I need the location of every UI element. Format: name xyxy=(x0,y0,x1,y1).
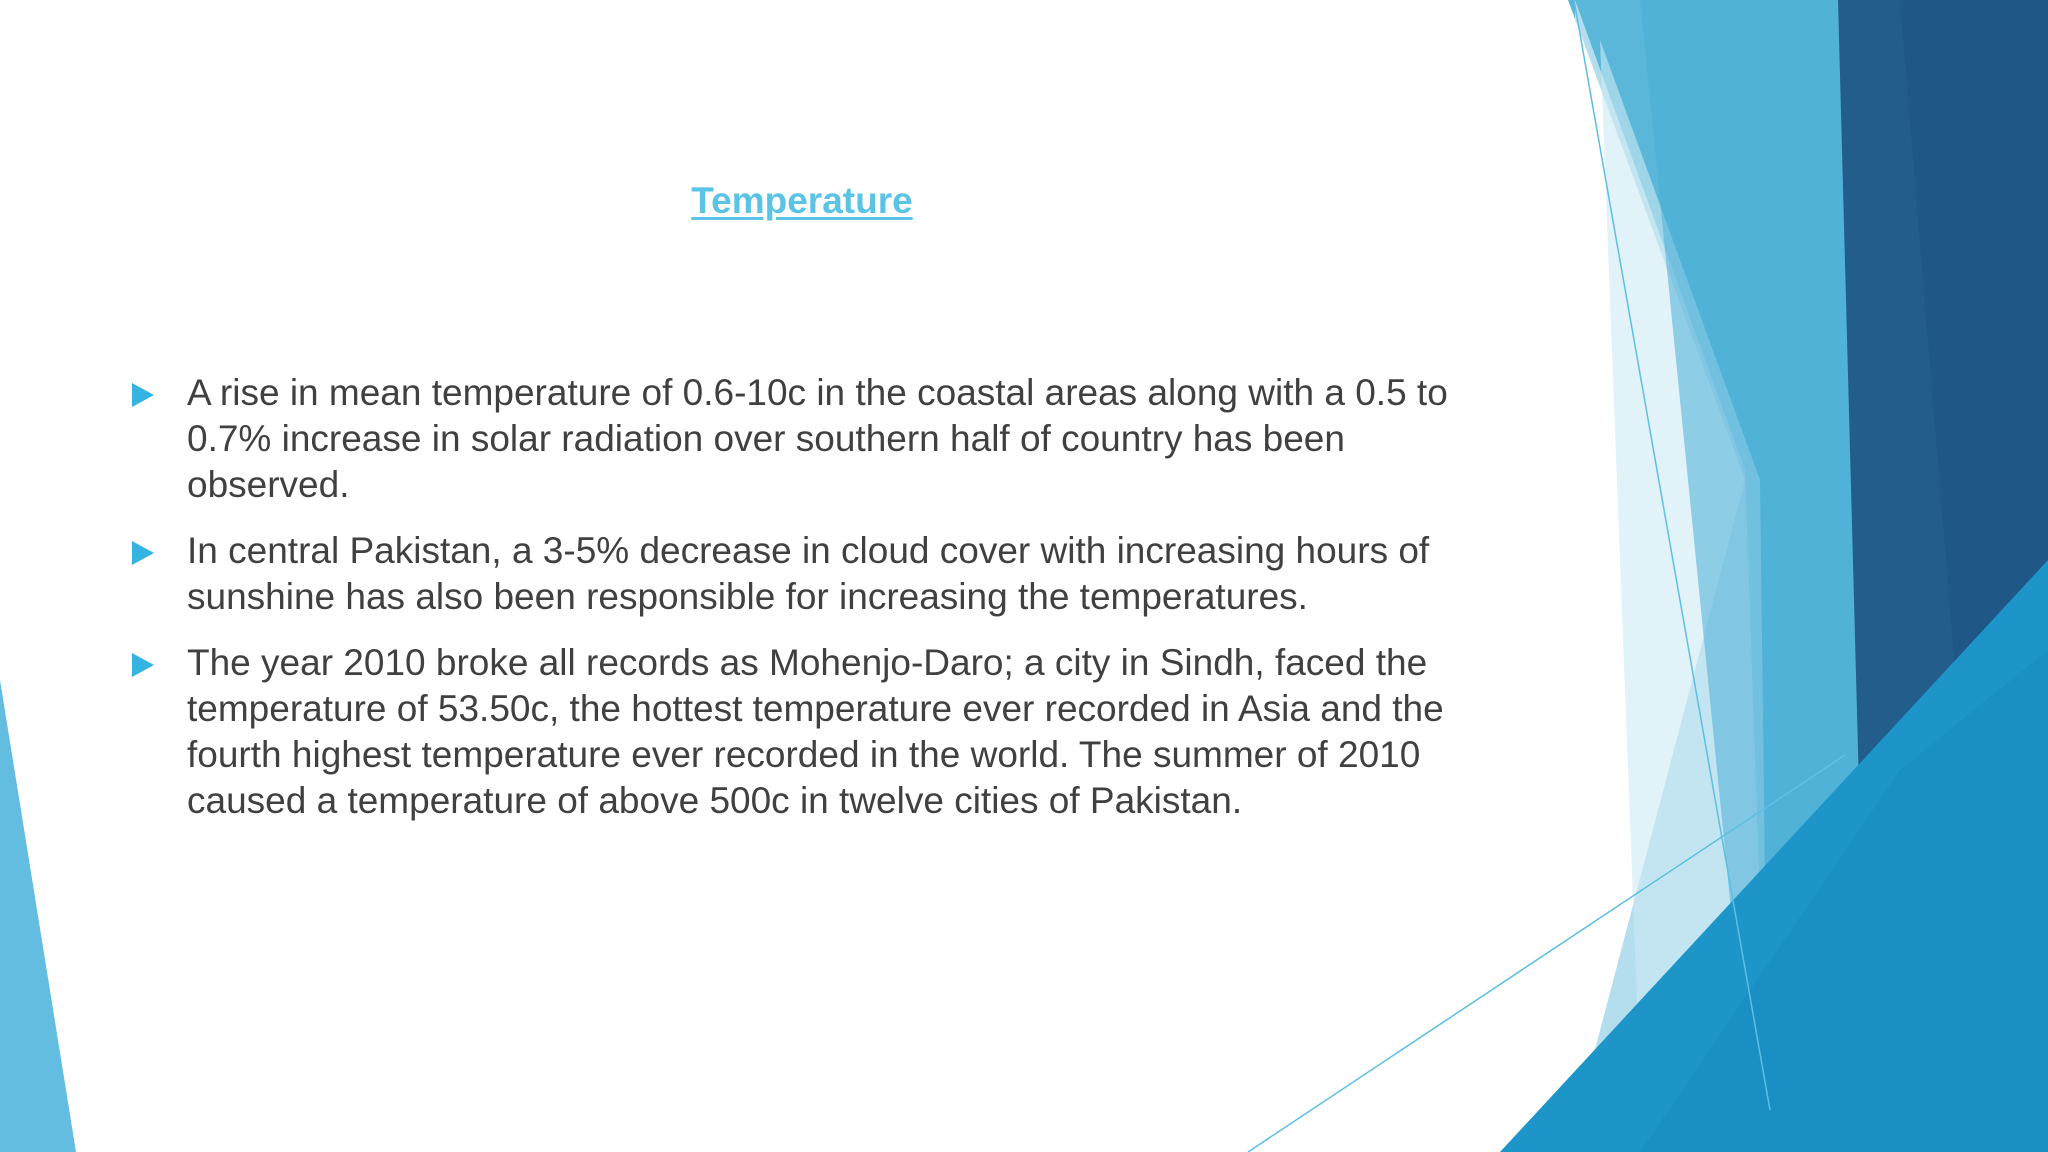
triangle-right-icon xyxy=(132,541,154,565)
slide-title[interactable]: Temperature xyxy=(691,180,913,221)
bullet-item xyxy=(130,640,1510,824)
bullet-list xyxy=(130,370,1510,844)
bullet-text: In central Pakistan, a 3-5% decrease in cloud cover with increasing hours of sunshine has also been responsible for increasing the temperatures. xyxy=(187,530,1430,617)
bullet-item xyxy=(130,528,1510,620)
bullet-text: A rise in mean temperature of 0.6-10c in the coastal areas along with a 0.5 to 0.7% increase in solar radiation over southern half of country has been observed. xyxy=(187,372,1448,505)
bullet-text: The year 2010 broke all records as Mohenjo-Daro; a city in Sindh, faced the temperature of 53.50c, the hottest temperature ever recorded in Asia and the fourth highest temperature ever recorded in the world. The summer of 2010 caused a temperature of above 500c in twelve cities of Pakistan. xyxy=(187,642,1444,821)
left-edge-shape xyxy=(0,680,76,1152)
triangle-right-icon xyxy=(132,383,154,407)
triangle-right-icon xyxy=(132,653,154,677)
bullet-item xyxy=(130,370,1510,508)
